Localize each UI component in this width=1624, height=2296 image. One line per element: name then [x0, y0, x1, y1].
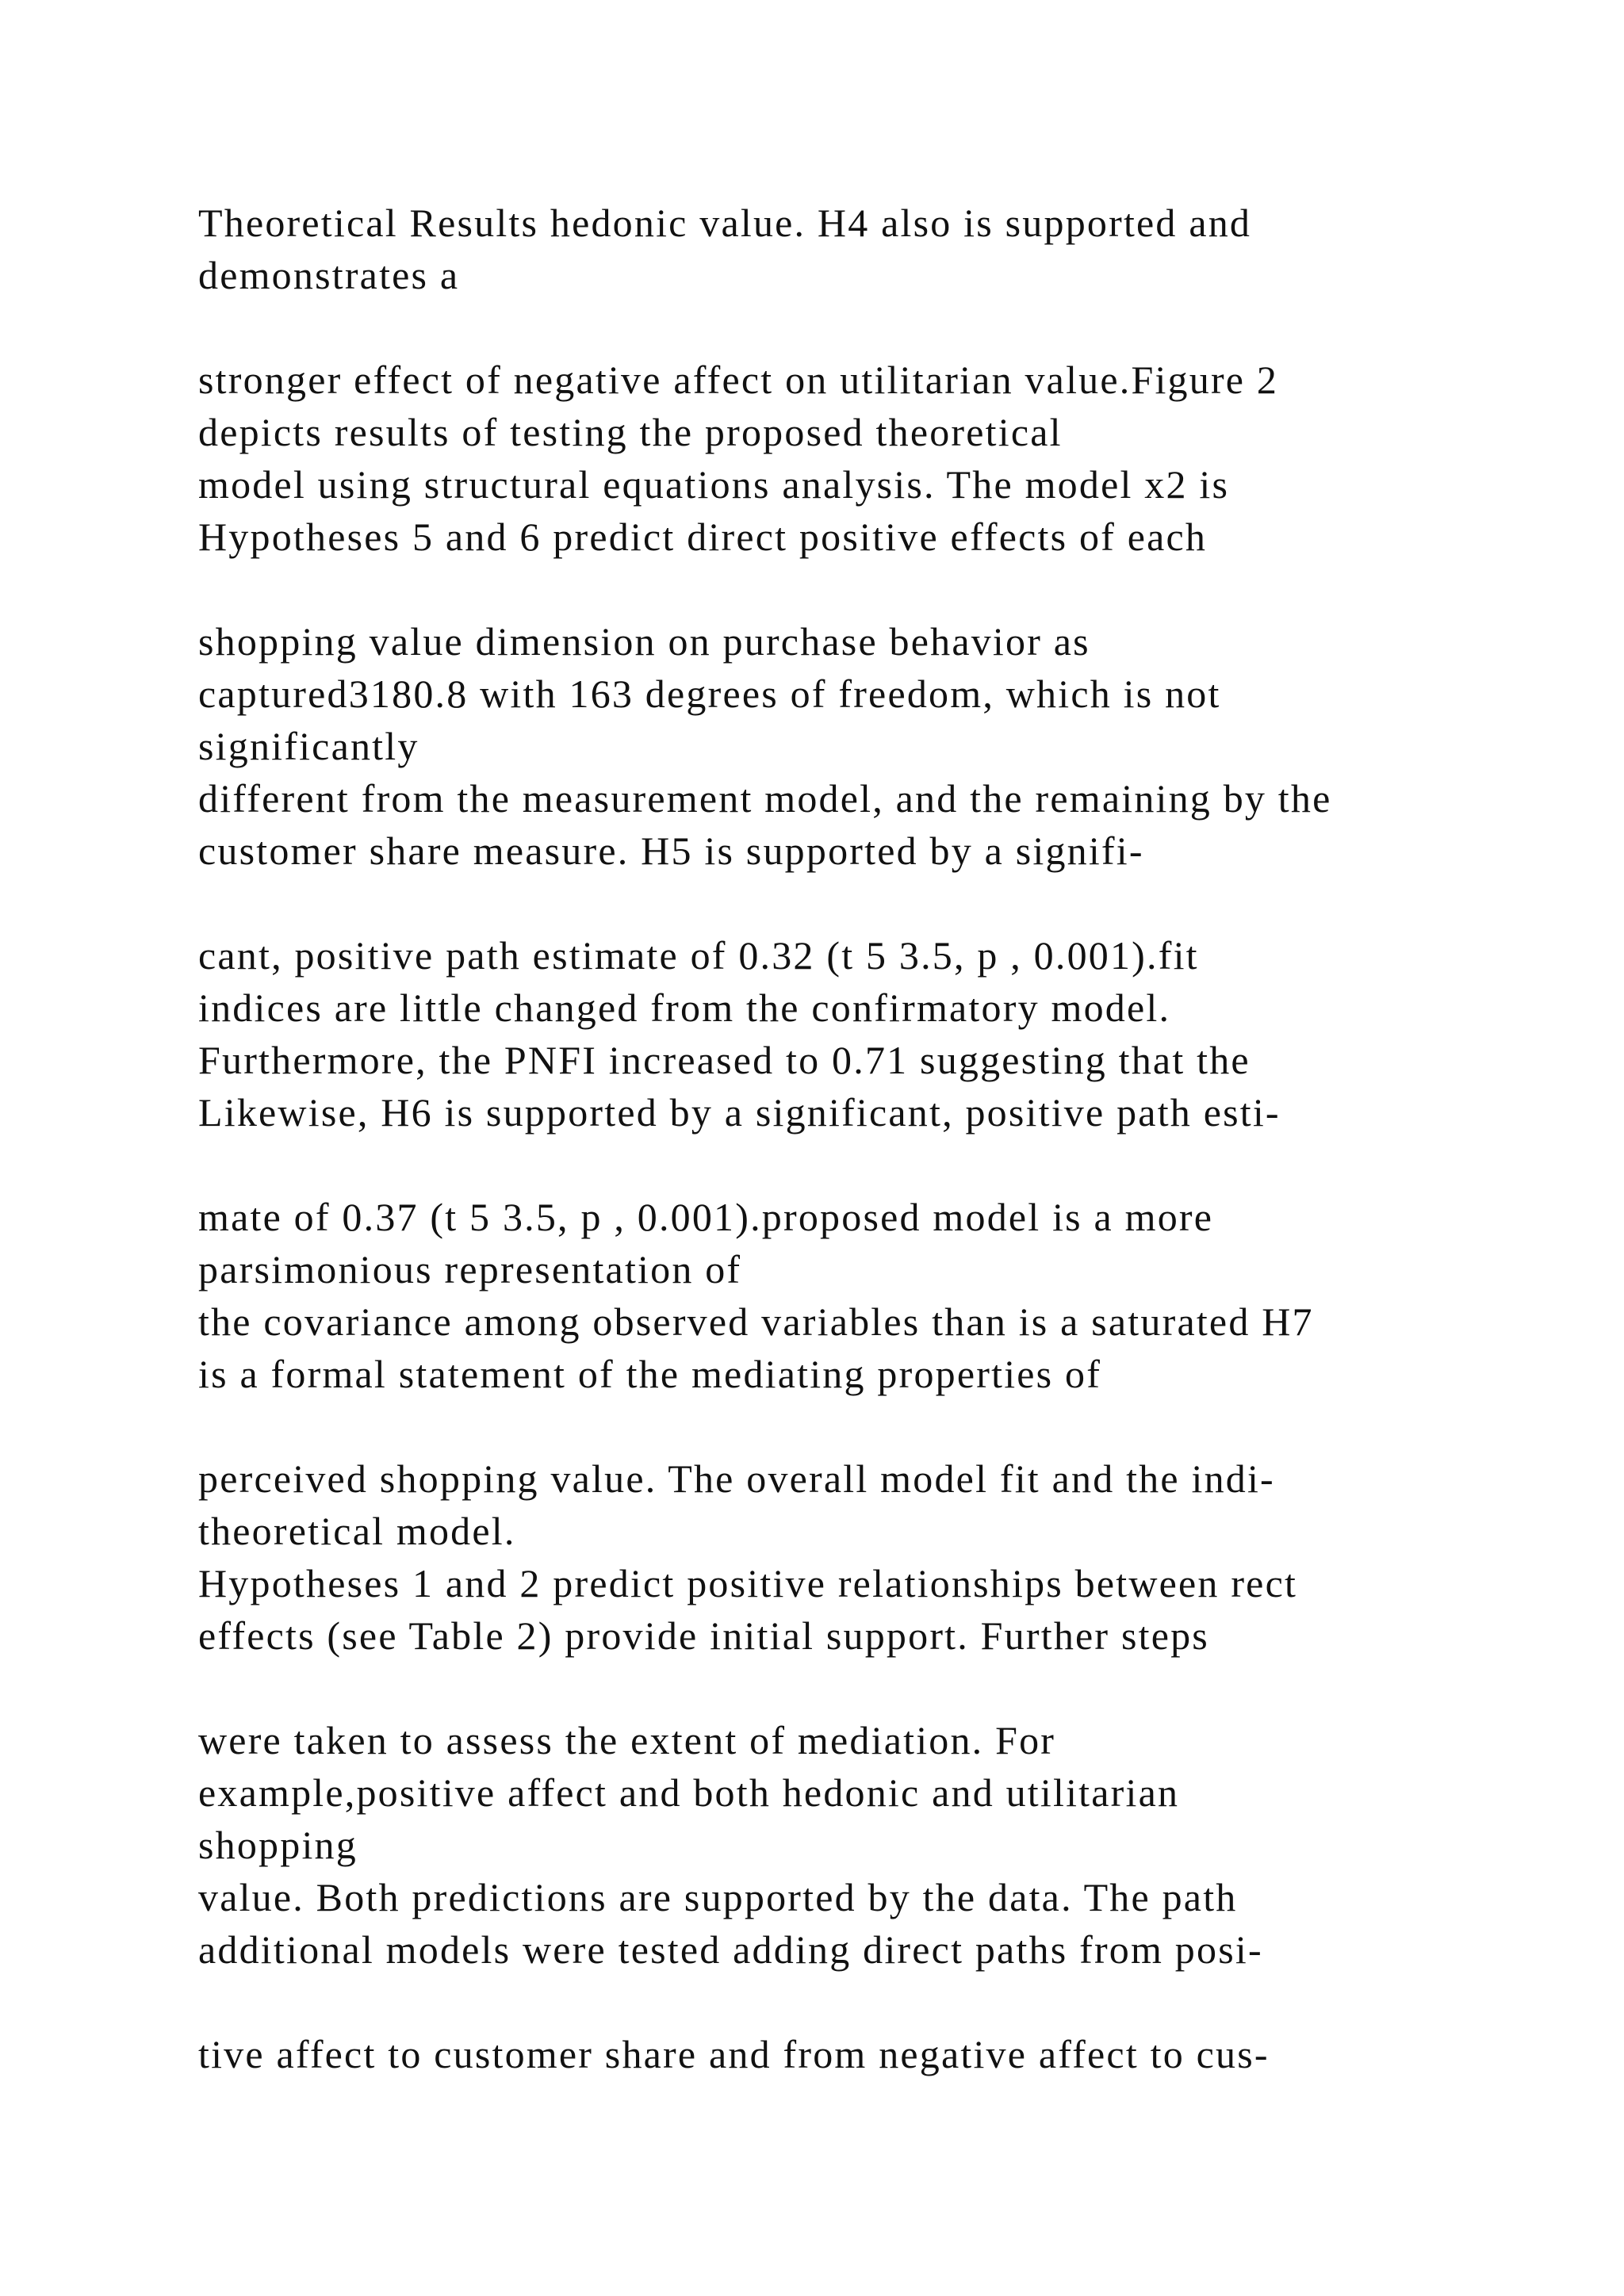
paragraph-1 — [198, 197, 1515, 301]
text-line: Furthermore, the PNFI increased to 0.71 suggesting that the — [198, 1038, 1251, 1082]
text-line: indices are little changed from the confirmatory model. — [198, 985, 1171, 1030]
text-line: Hypotheses 5 and 6 predict direct positive effects of each — [198, 515, 1208, 559]
text-line: Likewise, H6 is supported by a significant, positive path esti- — [198, 1090, 1281, 1135]
text-line: shopping — [198, 1823, 358, 1867]
text-line: stronger effect of negative affect on utilitarian value.Figure 2 — [198, 358, 1279, 402]
paragraph-4 — [198, 929, 1515, 1138]
text-line: captured3180.8 with 163 degrees of freedom, which is not — [198, 672, 1221, 716]
text-line: is a formal statement of the mediating properties of — [198, 1352, 1102, 1396]
text-line: depicts results of testing the proposed theoretical — [198, 410, 1063, 454]
paragraph-6 — [198, 1452, 1515, 1662]
text-line: additional models were tested adding direct paths from posi- — [198, 1927, 1263, 1972]
text-line: customer share measure. H5 is supported by a signifi- — [198, 828, 1144, 873]
text-line: different from the measurement model, and the remaining by the — [198, 776, 1332, 821]
text-line: parsimonious representation of — [198, 1247, 742, 1292]
document-page — [198, 197, 1515, 2133]
paragraph-2 — [198, 354, 1515, 563]
text-line: perceived shopping value. The overall model fit and the indi- — [198, 1456, 1275, 1501]
text-line: demonstrates a — [198, 253, 460, 297]
text-line: Theoretical Results hedonic value. H4 also is supported and — [198, 201, 1252, 245]
paragraph-7 — [198, 1714, 1515, 1976]
paragraph-3 — [198, 615, 1515, 877]
paragraph-5 — [198, 1191, 1515, 1400]
text-line: example,positive affect and both hedonic and utilitarian — [198, 1770, 1180, 1815]
text-line: were taken to assess the extent of mediation. For — [198, 1718, 1056, 1762]
text-line: model using structural equations analysis. The model x2 is — [198, 462, 1230, 507]
text-line: tive affect to customer share and from negative affect to cus- — [198, 2032, 1270, 2076]
text-line: mate of 0.37 (t 5 3.5, p , 0.001).proposed model is a more — [198, 1195, 1214, 1239]
text-line: theoretical model. — [198, 1509, 516, 1553]
text-line: effects (see Table 2) provide initial support. Further steps — [198, 1613, 1209, 1658]
text-line: significantly — [198, 724, 419, 768]
text-line: the covariance among observed variables than is a saturated H7 — [198, 1299, 1314, 1344]
text-line: Hypotheses 1 and 2 predict positive relationships between rect — [198, 1561, 1298, 1605]
text-line: shopping value dimension on purchase behavior as — [198, 619, 1090, 664]
paragraph-8 — [198, 2028, 1515, 2080]
text-line: cant, positive path estimate of 0.32 (t 5 3.5, p , 0.001).fit — [198, 933, 1199, 978]
text-line: value. Both predictions are supported by the data. The path — [198, 1875, 1238, 1919]
